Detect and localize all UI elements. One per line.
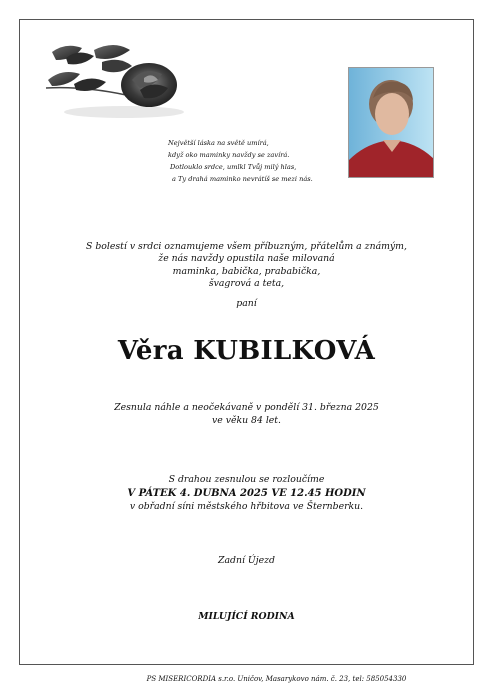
poem-line: Největší láska na světě umírá,: [168, 139, 269, 147]
announcement-text: [19, 241, 474, 290]
family-signature: MILUJÍCÍ RODINA: [198, 611, 295, 622]
rose-icon: [44, 40, 184, 120]
announcement-line: švagrová a teta,: [208, 277, 285, 289]
death-line: ve věku 84 let.: [212, 414, 281, 426]
poem: [150, 137, 340, 185]
funeral-datetime: V PÁTEK 4. DUBNA 2025 VE 12.45 HODIN: [127, 487, 366, 499]
announcement-line: maminka, babička, prababička,: [172, 265, 321, 277]
deceased-name: Věra KUBILKOVÁ: [117, 336, 376, 366]
honorific: paní: [236, 298, 257, 309]
death-line: Zesnula náhle a neočekávaně v pondělí 31. března 2025: [114, 402, 379, 413]
death-info: [19, 402, 474, 427]
poem-line: když oko maminky navždy se zavírá.: [168, 151, 290, 160]
funeral-service-footer: PS MISERICORDIA s.r.o. Uničov, Masarykovo nám. č. 23, tel: 585054330: [146, 675, 407, 683]
announcement-line: S bolestí v srdci oznamujeme všem příbuzným, přátelům a známým,: [86, 241, 407, 252]
residence: Zadní Újezd: [218, 555, 275, 566]
portrait-photo: [348, 67, 434, 178]
farewell-intro: S drahou zesnulou se rozloučíme: [168, 474, 325, 485]
announcement-line: že nás navždy opustila naše milovaná: [158, 253, 335, 265]
portrait-image: [349, 68, 434, 178]
poem-line: Dotlouklo srdce, umlkl Tvůj milý hlas,: [170, 163, 297, 172]
funeral-info: [19, 473, 474, 514]
funeral-location: v obřadní síni městského hřbitova ve Šternberku.: [129, 501, 364, 512]
poem-line: a Ty drahá maminko nevrátíš se mezi nás.: [172, 175, 313, 184]
